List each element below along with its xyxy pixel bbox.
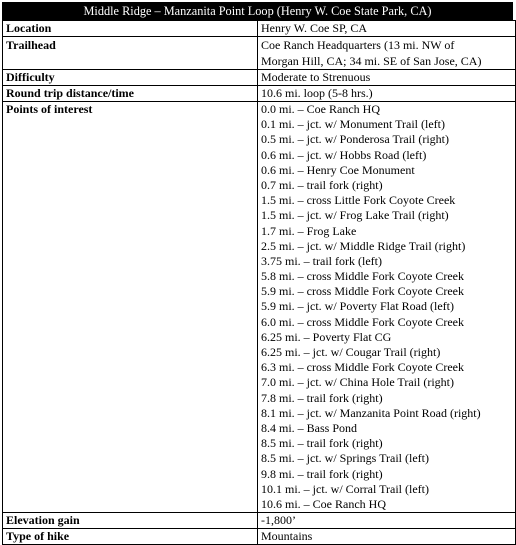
poi-item: 6.3 mi. – cross Middle Fork Coyote Creek	[261, 360, 464, 375]
poi-item: 8.5 mi. – trail fork (right)	[261, 436, 383, 451]
elevation-gain-value: -1,800’	[258, 513, 516, 529]
distance-value: 10.6 mi. loop (5-8 hrs.)	[258, 86, 516, 102]
poi-item: 10.6 mi. – Coe Ranch HQ	[261, 496, 386, 511]
table-row-elevation-gain	[3, 513, 516, 529]
poi-item: 0.7 mi. – trail fork (right)	[261, 177, 383, 192]
poi-item: 0.0 mi. – Coe Ranch HQ	[261, 102, 380, 116]
table-row-difficulty	[3, 70, 516, 86]
poi-item: 0.5 mi. – jct. w/ Ponderosa Trail (right)	[261, 132, 449, 147]
table-row-points-of-interest	[3, 102, 516, 513]
trailhead-value	[258, 37, 516, 70]
location-label: Location	[3, 21, 258, 37]
page-title: Middle Ridge – Manzanita Point Loop (Henry W. Coe State Park, CA)	[2, 2, 513, 20]
poi-item: 1.5 mi. – jct. w/ Frog Lake Trail (right)	[261, 208, 449, 223]
poi-item: 5.9 mi. – jct. w/ Poverty Flat Road (left)	[261, 299, 454, 314]
poi-item: 0.6 mi. – jct. w/ Hobbs Road (left)	[261, 147, 427, 162]
poi-item: 1.7 mi. – Frog Lake	[261, 223, 357, 238]
poi-item: 10.1 mi. – jct. w/ Corral Trail (left)	[261, 481, 429, 496]
difficulty-label: Difficulty	[3, 70, 258, 86]
points-of-interest-list	[258, 102, 516, 513]
trailhead-line: Morgan Hill, CA; 34 mi. SE of San Jose, CA)	[261, 54, 482, 68]
poi-item: 0.1 mi. – jct. w/ Monument Trail (left)	[261, 117, 445, 132]
poi-item: 0.6 mi. – Henry Coe Monument	[261, 162, 415, 177]
poi-item: 7.0 mi. – jct. w/ China Hole Trail (right)	[261, 375, 454, 390]
location-value: Henry W. Coe SP, CA	[258, 21, 516, 37]
poi-item: 6.0 mi. – cross Middle Fork Coyote Creek	[261, 314, 464, 329]
table-row-location	[3, 21, 516, 37]
points-of-interest-label: Points of interest	[3, 102, 258, 513]
type-of-hike-value: Mountains	[258, 529, 516, 545]
poi-item: 6.25 mi. – jct. w/ Cougar Trail (right)	[261, 345, 441, 359]
poi-item: 8.4 mi. – Bass Pond	[261, 420, 358, 435]
trailhead-line: Coe Ranch Headquarters (13 mi. NW of	[261, 38, 455, 52]
hike-info-sheet	[2, 2, 513, 545]
elevation-gain-label: Elevation gain	[3, 513, 258, 529]
poi-item: 5.8 mi. – cross Middle Fork Coyote Creek	[261, 269, 464, 284]
poi-item: 8.5 mi. – jct. w/ Springs Trail (left)	[261, 451, 429, 466]
poi-item: 9.8 mi. – trail fork (right)	[261, 466, 383, 481]
poi-item: 3.75 mi. – trail fork (left)	[261, 253, 382, 268]
table-row-trailhead	[3, 37, 516, 70]
poi-item: 8.1 mi. – jct. w/ Manzanita Point Road (right)	[261, 405, 481, 420]
type-of-hike-label: Type of hike	[3, 529, 258, 545]
poi-item: 2.5 mi. – jct. w/ Middle Ridge Trail (right)	[261, 238, 466, 253]
poi-item: 7.8 mi. – trail fork (right)	[261, 390, 383, 405]
poi-item: 6.25 mi. – Poverty Flat CG	[261, 329, 392, 344]
table-row-distance	[3, 86, 516, 102]
trailhead-label: Trailhead	[3, 37, 258, 70]
poi-item: 1.5 mi. – cross Little Fork Coyote Creek	[261, 193, 456, 208]
distance-label: Round trip distance/time	[3, 86, 258, 102]
hike-info-table	[2, 20, 516, 545]
poi-item: 5.9 mi. – cross Middle Fork Coyote Creek	[261, 284, 464, 299]
table-row-type-of-hike	[3, 529, 516, 545]
difficulty-value: Moderate to Strenuous	[258, 70, 516, 86]
